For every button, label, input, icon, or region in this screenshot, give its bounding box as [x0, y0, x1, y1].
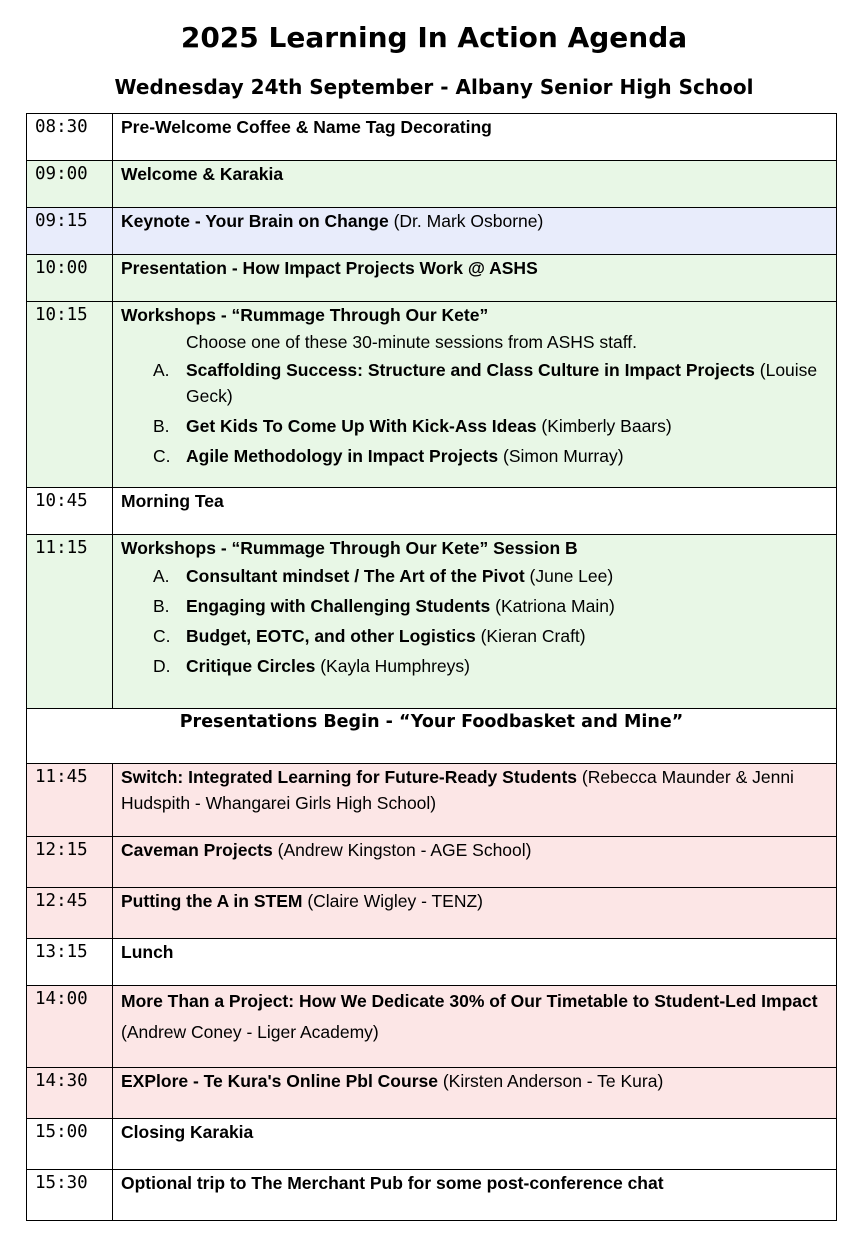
- time-cell: 12:45: [27, 888, 113, 939]
- workshop-list: [121, 357, 828, 469]
- workshop-title: Agile Methodology in Impact Projects: [186, 446, 499, 466]
- workshop-presenter: (Kimberly Baars): [536, 416, 672, 436]
- session-cell: [113, 1119, 837, 1170]
- agenda-row: [27, 255, 837, 302]
- time-cell: 12:15: [27, 837, 113, 888]
- workshop-presenter: (June Lee): [524, 566, 614, 586]
- session-title: Workshops - “Rummage Through Our Kete” Session B: [121, 538, 578, 558]
- time-cell: 15:00: [27, 1119, 113, 1170]
- session-presenter: (Dr. Mark Osborne): [388, 211, 544, 231]
- session-cell: [113, 255, 837, 302]
- page-subtitle: Wednesday 24th September - Albany Senior High School: [114, 75, 754, 99]
- agenda-row: [27, 535, 837, 709]
- time-cell: 15:30: [27, 1170, 113, 1221]
- session-title: Optional trip to The Merchant Pub for some post-conference chat: [121, 1173, 664, 1193]
- session-presenter: (Rebecca Maunder & Jenni Hudspith - Whangarei Girls High School): [121, 767, 794, 813]
- agenda-row: [27, 764, 837, 837]
- session-title: Lunch: [121, 942, 174, 962]
- workshop-presenter: (Louise Geck): [186, 360, 818, 406]
- time-cell: 11:15: [27, 535, 113, 709]
- session-title: EXPlore - Te Kura's Online Pbl Course: [121, 1071, 438, 1091]
- time-cell: 14:30: [27, 1068, 113, 1119]
- session-title: Pre-Welcome Coffee & Name Tag Decorating: [121, 117, 492, 137]
- time-cell: 09:15: [27, 208, 113, 255]
- session-cell: [113, 837, 837, 888]
- session-title: Switch: Integrated Learning for Future-Ready Students: [121, 767, 578, 787]
- agenda-row: [27, 1068, 837, 1119]
- session-intro: Choose one of these 30-minute sessions from ASHS staff.: [186, 332, 638, 352]
- session-cell: [113, 764, 837, 837]
- workshop-item: [153, 623, 828, 649]
- time-cell: 10:15: [27, 302, 113, 488]
- item-letter: B.: [153, 416, 170, 436]
- item-letter: D.: [153, 656, 171, 676]
- workshop-title: Consultant mindset / The Art of the Pivot: [186, 566, 525, 586]
- workshop-item: [153, 413, 828, 439]
- agenda-table: [26, 113, 837, 1221]
- item-letter: A.: [153, 360, 170, 380]
- session-presenter: (Kirsten Anderson - Te Kura): [437, 1071, 664, 1091]
- section-heading: Presentations Begin - “Your Foodbasket and Mine”: [27, 709, 837, 764]
- agenda-row: [27, 161, 837, 208]
- time-cell: 11:45: [27, 764, 113, 837]
- agenda-row: [27, 939, 837, 986]
- session-title: Putting the A in STEM: [121, 891, 303, 911]
- time-cell: 13:15: [27, 939, 113, 986]
- agenda-row: [27, 1119, 837, 1170]
- workshop-title: Engaging with Challenging Students: [186, 596, 491, 616]
- session-title: Keynote - Your Brain on Change: [121, 211, 389, 231]
- session-cell: [113, 161, 837, 208]
- time-cell: 10:00: [27, 255, 113, 302]
- session-title: Morning Tea: [121, 491, 224, 511]
- item-letter: C.: [153, 446, 171, 466]
- agenda-row: [27, 302, 837, 488]
- workshop-title: Get Kids To Come Up With Kick-Ass Ideas: [186, 416, 537, 436]
- workshop-presenter: (Kayla Humphreys): [315, 656, 470, 676]
- session-title: Welcome & Karakia: [121, 164, 284, 184]
- session-title: Presentation - How Impact Projects Work @ ASHS: [121, 258, 538, 278]
- session-title: Closing Karakia: [121, 1122, 254, 1142]
- session-title: Workshops - “Rummage Through Our Kete”: [121, 305, 489, 325]
- session-cell: [113, 114, 837, 161]
- workshop-list: [121, 563, 828, 679]
- session-title: Caveman Projects: [121, 840, 273, 860]
- agenda-row: [27, 1170, 837, 1221]
- workshop-presenter: (Kieran Craft): [475, 626, 586, 646]
- item-letter: C.: [153, 626, 171, 646]
- workshop-title: Scaffolding Success: Structure and Class Culture in Impact Projects: [186, 360, 755, 380]
- agenda-row: [27, 888, 837, 939]
- session-title: More Than a Project: How We Dedicate 30% of Our Timetable to Student-Led Impact: [121, 991, 818, 1011]
- workshop-item: [153, 593, 828, 619]
- session-cell: [113, 986, 837, 1068]
- session-presenter: (Andrew Coney - Liger Academy): [121, 1022, 379, 1042]
- agenda-row: [27, 488, 837, 535]
- session-presenter: (Andrew Kingston - AGE School): [272, 840, 532, 860]
- workshop-item: [153, 443, 828, 469]
- workshop-presenter: (Simon Murray): [498, 446, 624, 466]
- agenda-row: [27, 114, 837, 161]
- time-cell: 14:00: [27, 986, 113, 1068]
- session-cell: [113, 535, 837, 709]
- time-cell: 08:30: [27, 114, 113, 161]
- item-letter: B.: [153, 596, 170, 616]
- page-title: 2025 Learning In Action Agenda: [180, 21, 688, 54]
- workshop-title: Budget, EOTC, and other Logistics: [186, 626, 476, 646]
- time-cell: 09:00: [27, 161, 113, 208]
- time-cell: 10:45: [27, 488, 113, 535]
- item-letter: A.: [153, 566, 170, 586]
- session-cell: [113, 1170, 837, 1221]
- session-cell: [113, 888, 837, 939]
- session-cell: [113, 302, 837, 488]
- workshop-presenter: (Katriona Main): [490, 596, 615, 616]
- workshop-title: Critique Circles: [186, 656, 316, 676]
- session-cell: [113, 488, 837, 535]
- session-cell: [113, 939, 837, 986]
- session-presenter: (Claire Wigley - TENZ): [302, 891, 483, 911]
- workshop-item: [153, 357, 828, 409]
- session-cell: [113, 208, 837, 255]
- agenda-row: [27, 837, 837, 888]
- agenda-row: [27, 986, 837, 1068]
- agenda-row: [27, 208, 837, 255]
- workshop-item: [153, 563, 828, 589]
- session-cell: [113, 1068, 837, 1119]
- workshop-item: [153, 653, 828, 679]
- section-row: [27, 709, 837, 764]
